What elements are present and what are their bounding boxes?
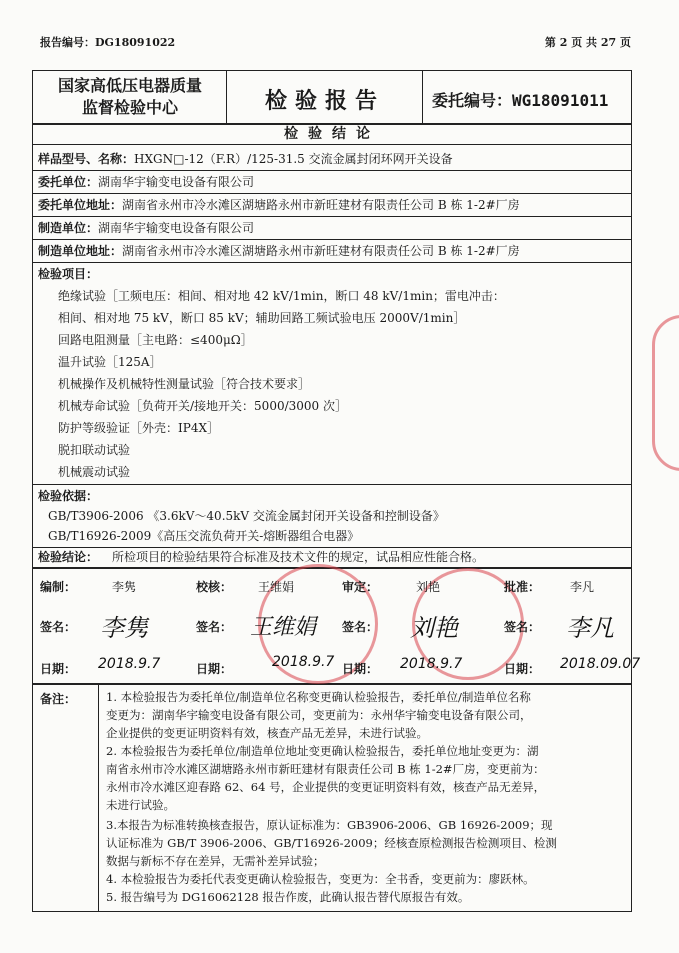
handwritten-signature: 李凡 [566, 614, 614, 642]
sign-label: 签名： [40, 620, 77, 634]
edge-seal-stamp [652, 315, 679, 471]
client-value: 湖南华宇输变电设备有限公司 [98, 175, 255, 189]
sign-label: 签名： [342, 620, 379, 634]
sign-label: 签名： [504, 620, 541, 634]
items-label [38, 264, 98, 284]
org-line1: 国家高低压电器质量 [57, 76, 202, 95]
handwritten-signature: 李隽 [100, 614, 148, 642]
page-number: 第 2 页 共 27 页 [544, 36, 631, 49]
remark-line: 未进行试验。 [106, 798, 175, 812]
conclusion-label [38, 547, 98, 567]
conclusion-label-text: 检验结论： [38, 550, 99, 564]
approve-name: 李凡 [570, 580, 595, 594]
item-line: 防护等级验证［外壳：IP4X］ [58, 421, 219, 435]
sign-label: 签名： [196, 620, 233, 634]
item-line: 相间、相对地 75 kV，断口 85 kV；辅助回路工频试验电压 2000V/1min］ [58, 311, 466, 325]
sample-label: 样品型号、名称： [38, 152, 135, 166]
remark-line: 3.本报告为标准转换核查报告，原认证标准为：GB3906-2006、GB 16926-2009；现 [106, 818, 553, 832]
remark-line: 南省永州市冷水滩区湖塘路永州市新旺建材有限责任公司 B 栋 1-2#厂房，变更前为： [106, 762, 545, 776]
entrust-label: 委托编号： [432, 91, 513, 110]
report-number-label: 报告编号： [40, 36, 95, 49]
handwritten-date: 2018.9.7 [272, 654, 335, 670]
maker-address-label: 制造单位地址： [38, 244, 123, 258]
item-line: 温升试验［125A］ [58, 355, 162, 369]
org-name [34, 75, 226, 119]
review-label: 审定： [342, 580, 379, 594]
maker-address-value: 湖南省永州市冷水滩区湖塘路永州市新旺建材有限责任公司 B 栋 1-2#厂房 [122, 244, 520, 258]
handwritten-signature: 王维娟 [250, 615, 317, 640]
section-title: 检验结论 [284, 126, 380, 142]
item-line: 脱扣联动试验 [58, 443, 131, 457]
remark-line: 2. 本检验报告为委托单位/制造单位地址变更确认检验报告，委托单位地址变更为：湖 [106, 744, 539, 758]
remark-line: 数据与新标不存在差异，无需补差异试验； [106, 854, 325, 868]
conclusion-text: 所检项目的检验结果符合标准及技术文件的规定，试品相应性能合格。 [112, 550, 485, 564]
client-label: 委托单位： [38, 175, 99, 189]
handwritten-date: 2018.09.07 [560, 656, 641, 672]
date-label: 日期： [504, 662, 541, 676]
item-line: 绝缘试验［工频电压：相间、相对地 42 kV/1min，断口 48 kV/1min；雷电冲击： [58, 289, 505, 303]
item-line: 机械寿命试验［负荷开关/接地开关：5000/3000 次］ [58, 399, 347, 413]
compile-label: 编制： [40, 580, 77, 594]
item-line: 机械震动试验 [58, 465, 131, 479]
sample-value: HXGN□-12（F.R）/125-31.5 交流金属封闭环网开关设备 [134, 152, 453, 166]
maker-label: 制造单位： [38, 221, 99, 235]
org-line2: 监督检验中心 [81, 98, 178, 117]
report-number [40, 34, 175, 50]
maker-row [38, 218, 254, 238]
remarks-label: 备注： [40, 692, 77, 706]
remark-line: 企业提供的变更证明资料有效，核查产品无差异，未进行试验。 [106, 726, 428, 740]
report-title: 检验报告 [264, 88, 385, 114]
remark-line: 永州市冷水滩区迎春路 62、64 号，企业提供的变更证明资料有效，核查产品无差异， [106, 780, 546, 794]
compile-name: 李隽 [112, 580, 137, 594]
remark-line: 5. 报告编号为 DG16062128 报告作废，此确认报告替代原报告有效。 [106, 890, 470, 904]
date-label: 日期： [196, 662, 233, 676]
handwritten-signature: 刘艳 [410, 614, 458, 642]
remark-line: 认证标准为 GB/T 3906-2006、GB/T16926-2009；经核查原检测报告检测项目、检测 [106, 836, 557, 850]
remark-line: 变更为：湖南华宇输变电设备有限公司，变更前为：永州华宇输变电设备有限公司， [106, 708, 532, 722]
date-label: 日期： [40, 662, 77, 676]
report-number-value: DG18091022 [95, 36, 176, 49]
date-label: 日期： [342, 662, 379, 676]
approve-label: 批准： [504, 580, 541, 594]
basis-label [38, 486, 98, 506]
basis-label-text: 检验依据： [38, 489, 99, 503]
handwritten-date: 2018.9.7 [98, 656, 161, 672]
item-line: 机械操作及机械特性测量试验［符合技术要求］ [58, 377, 311, 391]
entrust-number [432, 88, 608, 111]
basis-line: GB/T16926-2009《高压交流负荷开关-熔断器组合电器》 [48, 529, 360, 543]
client-address-label: 委托单位地址： [38, 198, 123, 212]
client-row [38, 172, 254, 192]
client-address-value: 湖南省永州市冷水滩区湖塘路永州市新旺建材有限责任公司 B 栋 1-2#厂房 [122, 198, 520, 212]
review-name: 刘艳 [416, 580, 441, 594]
maker-value: 湖南华宇输变电设备有限公司 [98, 221, 255, 235]
check-name: 王维娟 [258, 580, 295, 594]
item-line: 回路电阻测量［主电路：≤400μΩ］ [58, 333, 253, 347]
entrust-value: WG18091011 [512, 91, 609, 110]
client-address-row [38, 195, 520, 215]
handwritten-date: 2018.9.7 [400, 656, 463, 672]
check-label: 校核： [196, 580, 233, 594]
remark-line: 4. 本检验报告为委托代表变更确认检验报告，变更为：全书香，变更前为：廖跃林。 [106, 872, 535, 886]
remark-line: 1. 本检验报告为委托单位/制造单位名称变更确认检验报告，委托单位/制造单位名称 [106, 690, 531, 704]
basis-line: GB/T3906-2006 《3.6kV～40.5kV 交流金属封闭开关设备和控制设备》 [48, 509, 445, 523]
maker-address-row [38, 241, 520, 261]
sample-row [38, 149, 453, 169]
items-label-text: 检验项目： [38, 267, 99, 281]
